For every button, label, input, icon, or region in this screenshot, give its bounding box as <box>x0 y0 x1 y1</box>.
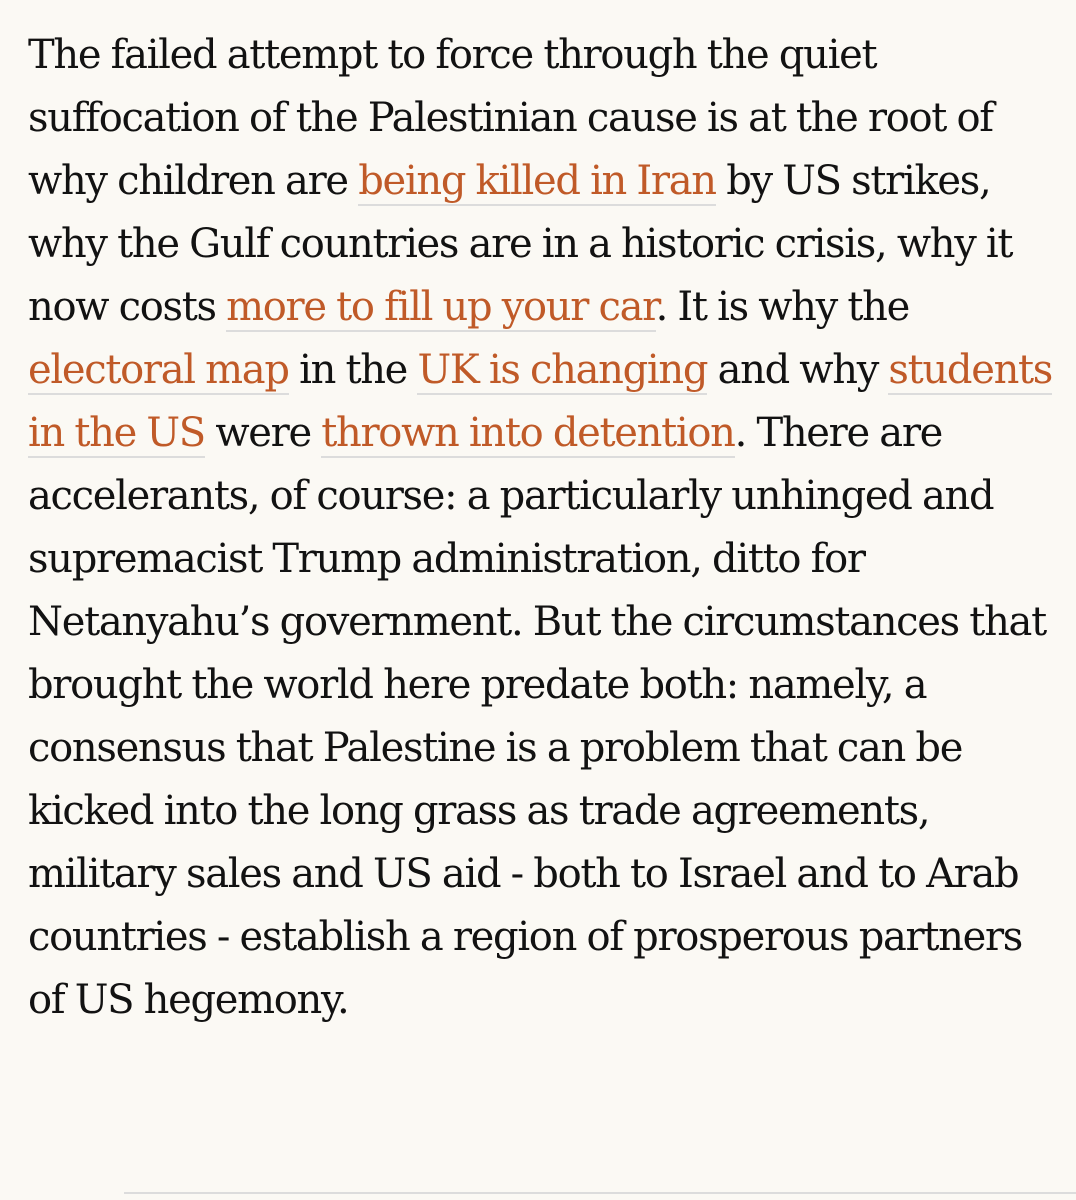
link-uk-is-changing[interactable]: UK is changing <box>417 347 708 393</box>
paragraph-text: were <box>204 410 322 456</box>
paragraph-text: . There are accelerants, of course: a particularly unhinged and supremacist Trump administration, ditto for Netanyahu’s government. But the circumstances that brought the world here predate both: namely, a consensus that Palestine is a problem that can be kicked into the long grass as trade agreements, military sales and US aid - both to Israel and to Arab countries - establish a region of prosperous partners of US hegemony. <box>28 410 1046 1023</box>
paragraph-text: by US strikes, why the Gulf countries are in a historic crisis, why it now costs <box>28 158 1013 330</box>
paragraph-text: . It is why the <box>655 284 909 330</box>
link-students-in-the-us[interactable]: students in the US <box>28 347 1053 456</box>
paragraph-text: and why <box>707 347 889 393</box>
link-thrown-into-detention[interactable]: thrown into detention <box>321 410 735 456</box>
paragraph-text: in the <box>288 347 418 393</box>
section-divider <box>124 1192 1076 1194</box>
article-paragraph <box>28 24 1058 1032</box>
link-more-to-fill-up-your-car[interactable]: more to fill up your car <box>226 284 656 330</box>
link-being-killed-in-iran[interactable]: being killed in Iran <box>358 158 716 204</box>
link-electoral-map[interactable]: electoral map <box>28 347 289 393</box>
article-body <box>28 24 1058 1032</box>
paragraph-text: The failed attempt to force through the quiet suffocation of the Palestinian cause is at the root of why children are <box>28 32 993 204</box>
